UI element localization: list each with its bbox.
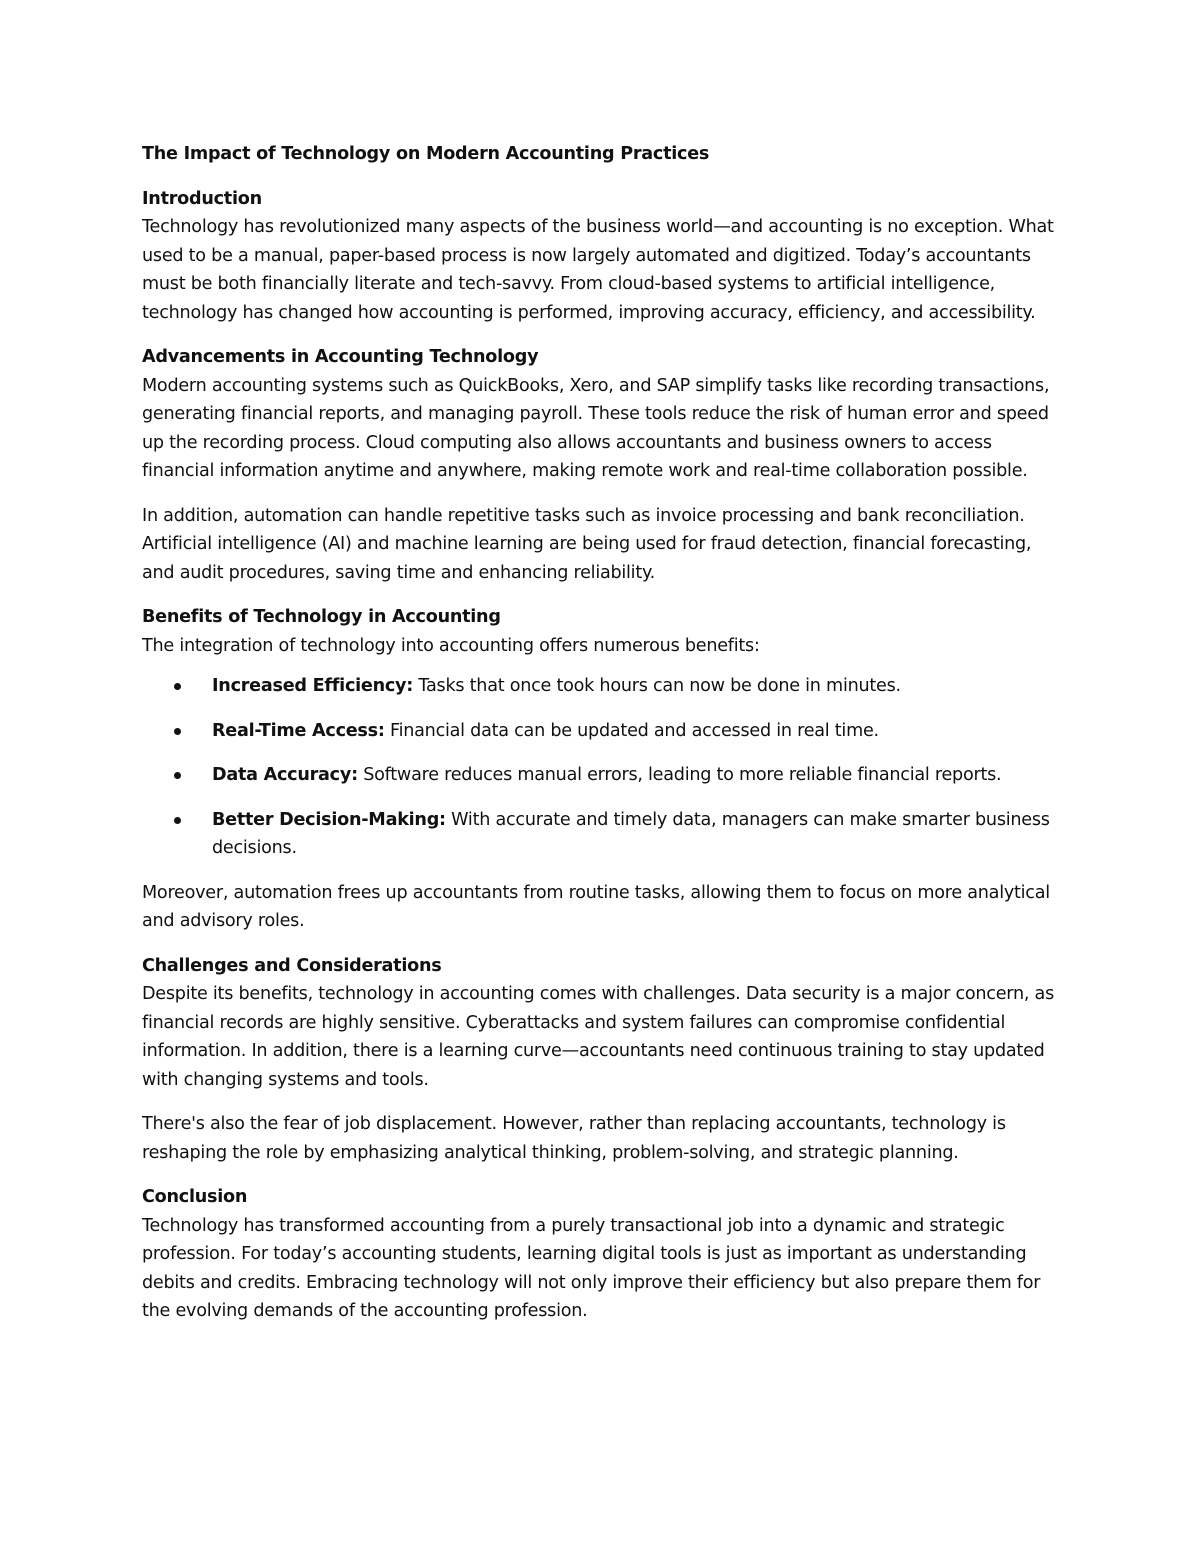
section-heading-conclusion: Conclusion [142,1187,248,1207]
section-heading-advancements: Advancements in Accounting Technology [142,347,539,367]
list-item-term: Better Decision-Making: [212,809,446,830]
bullet-icon [174,683,181,690]
benefits-intro: The integration of technology into accounting offers numerous benefits: [142,635,760,656]
list-item-term: Real-Time Access: [212,720,385,741]
document-page [142,140,1067,1342]
bullet-icon [174,772,181,779]
paragraph: In addition, automation can handle repetitive tasks such as invoice processing and bank reconciliation. Artificial intelligence (AI) and machine learning are being used for fraud detection, financial forecasting, and audit procedures, saving time and enhancing reliability. [142,505,1032,583]
paragraph: Technology has revolutionized many aspects of the business world—and accounting is no exception. What used to be a manual, paper-based process is now largely automated and digitized. Today’s accountants must be both financially literate and tech-savvy. From cloud-based systems to artificial intelligence, technology has changed how accounting is performed, improving accuracy, efficiency, and accessibility. [142,217,1054,323]
list-item [142,761,1067,790]
section-heading-introduction: Introduction [142,188,262,209]
bullet-icon [174,817,181,824]
section-advancements [142,343,1067,587]
section-challenges [142,952,1067,1168]
list-item-text: Tasks that once took hours can now be done in minutes. [413,676,901,696]
bullet-icon [174,728,181,735]
list-item-text: With accurate and timely data, managers can make smarter business decisions. [212,809,1050,858]
list-item-term: Data Accuracy: [212,765,358,785]
benefits-list [142,672,1067,863]
list-item-term: Increased Efficiency: [212,676,414,696]
paragraph: Moreover, automation frees up accountants from routine tasks, allowing them to focus on more analytical and advisory roles. [142,882,1050,931]
list-item-text: Financial data can be updated and accessed in real time. [384,720,879,741]
document-title: The Impact of Technology on Modern Accounting Practices [142,144,710,164]
section-benefits [142,603,1067,936]
list-item [142,806,1067,863]
paragraph: There's also the fear of job displacement. However, rather than replacing accountants, technology is reshaping the role by emphasizing analytical thinking, problem-solving, and strategic planning. [142,1114,1006,1163]
list-item [142,672,1067,701]
section-introduction [142,185,1067,328]
list-item-text: Software reduces manual errors, leading to more reliable financial reports. [357,765,1002,785]
section-conclusion [142,1183,1067,1326]
list-item [142,717,1067,746]
section-heading-challenges: Challenges and Considerations [142,955,442,976]
paragraph: Modern accounting systems such as QuickBooks, Xero, and SAP simplify tasks like recording transactions, generating financial reports, and managing payroll. These tools reduce the risk of human error and speed up the recording process. Cloud computing also allows accountants and business owners to access financial information anytime and anywhere, making remote work and real-time collaboration possible. [142,375,1050,481]
paragraph: Technology has transformed accounting from a purely transactional job into a dynamic and strategic profession. For today’s accounting students, learning digital tools is just as important as understanding debits and credits. Embracing technology will not only improve their efficiency but also prepare them for the evolving demands of the accounting profession. [142,1215,1041,1321]
paragraph: Despite its benefits, technology in accounting comes with challenges. Data security is a major concern, as financial records are highly sensitive. Cyberattacks and system failures can compromise confidential information. In addition, there is a learning curve—accountants need continuous training to stay updated with changing systems and tools. [142,984,1054,1090]
section-heading-benefits: Benefits of Technology in Accounting [142,607,501,627]
